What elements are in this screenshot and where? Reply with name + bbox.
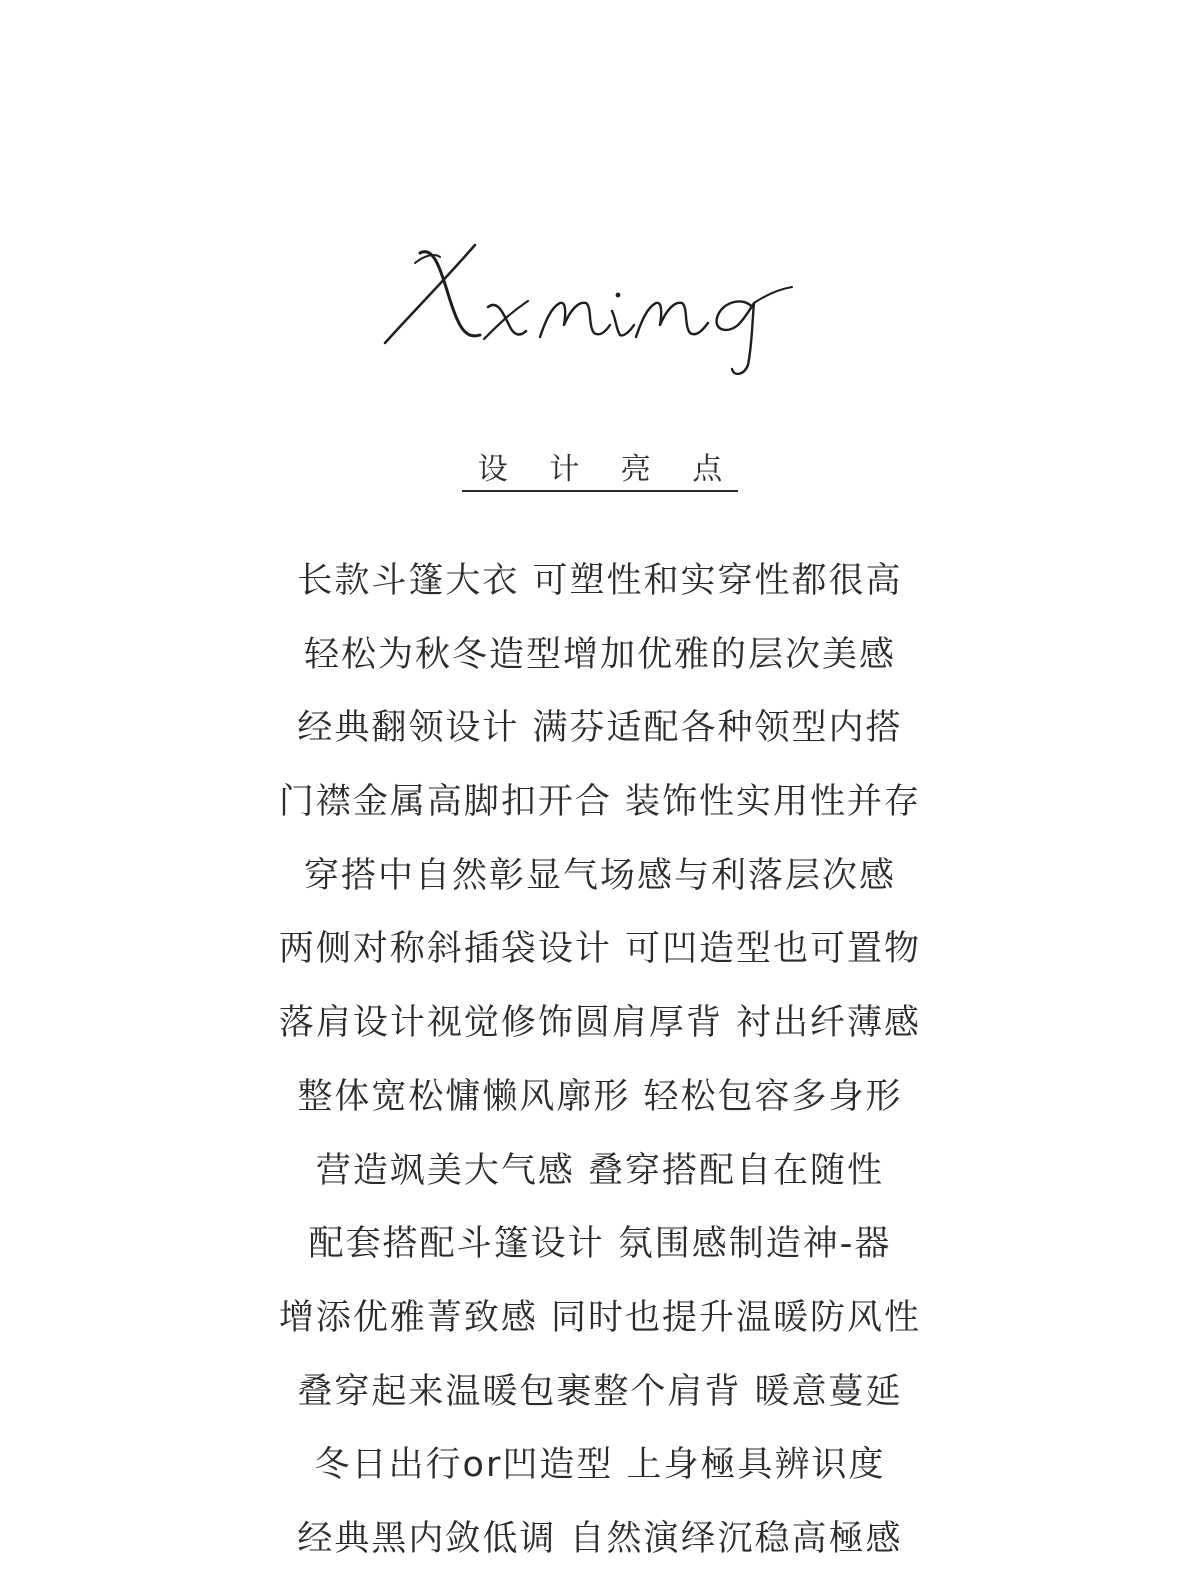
description-line: 营造飒美大气感 叠穿搭配自在随性	[315, 1150, 885, 1191]
description-line: 冬日出行or凹造型 上身極具辨识度	[314, 1445, 886, 1486]
description-line: 落肩设计视觉修饰圆肩厚背 衬出纤薄感	[278, 1003, 922, 1044]
description-line: 轻松为秋冬造型增加优雅的层次美感	[303, 634, 896, 675]
description-line: 长款斗篷大衣 可塑性和实穿性都很高	[297, 561, 903, 601]
description-line: 两侧对称斜插袋设计 可凹造型也可置物	[278, 929, 922, 970]
description-line: 叠穿起来温暖包裹整个肩背 暖意蔓延	[297, 1371, 903, 1412]
description-list	[0, 545, 1200, 1577]
brand-logo	[0, 215, 1200, 385]
script-logo-icon	[380, 215, 820, 385]
section-title-text: 设 计 亮 点	[462, 450, 739, 492]
description-line: 穿搭中自然彰显气场感与利落层次感	[303, 855, 896, 896]
description-line: 经典黑内敛低调 自然演绎沉稳高極感	[297, 1518, 903, 1559]
description-line: 整体宽松慵懒风廓形 轻松包容多身形	[297, 1076, 903, 1117]
description-line: 配套搭配斗篷设计 氛围感制造神-器	[308, 1224, 892, 1265]
description-line: 增添优雅菁致感 同时也提升温暖防风性	[278, 1297, 922, 1338]
section-title	[0, 448, 1200, 492]
description-line: 门襟金属高脚扣开合 装饰性实用性并存	[278, 782, 922, 823]
description-line: 经典翻领设计 满芬适配各种领型内搭	[297, 708, 903, 749]
